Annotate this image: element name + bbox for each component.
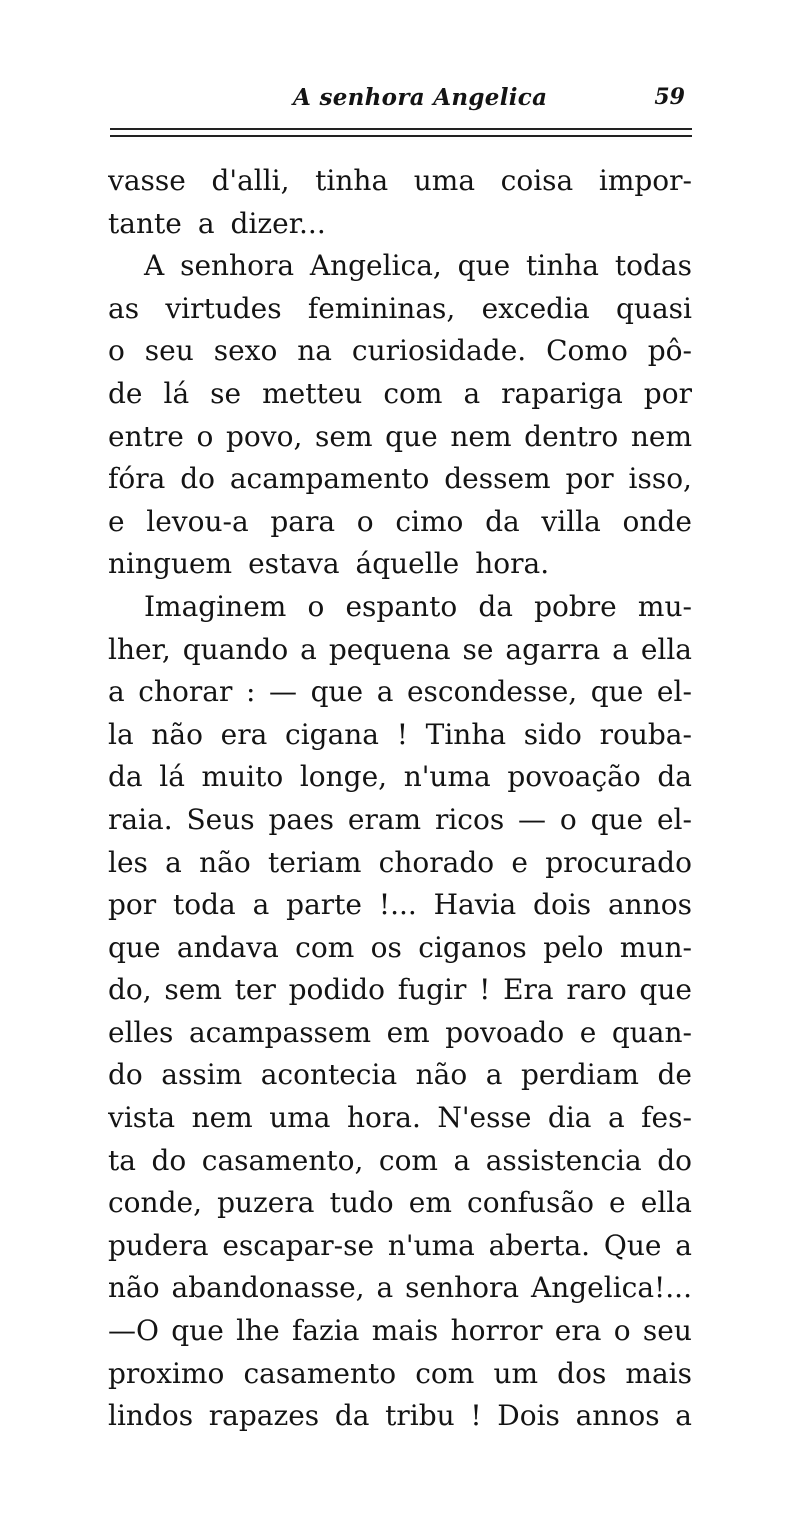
text-line: entre o povo, sem que nem dentro nem bbox=[108, 419, 692, 453]
text-line: ta do casamento, com a assistencia do bbox=[108, 1143, 692, 1177]
text-line: elles acampassem em povoado e quan- bbox=[108, 1015, 692, 1049]
text-line: da lá muito longe, n'uma povoação da bbox=[108, 760, 692, 794]
text-line: a chorar : — que a escondesse, que el- bbox=[108, 675, 692, 709]
page-header bbox=[108, 78, 693, 118]
text-line: lher, quando a pequena se agarra a ella bbox=[108, 632, 692, 666]
text-line: do assim acontecia não a perdiam de bbox=[108, 1058, 692, 1092]
text-line: A senhora Angelica, que tinha todas bbox=[144, 249, 692, 283]
text-line: conde, puzera tudo em confusão e ella bbox=[108, 1186, 692, 1220]
text-line: o seu sexo na curiosidade. Como pô- bbox=[108, 334, 692, 368]
body-text bbox=[108, 164, 692, 1442]
text-line: lindos rapazes da tribu ! Dois annos a bbox=[108, 1399, 692, 1433]
text-line: por toda a parte !... Havia dois annos bbox=[108, 888, 692, 922]
text-line: não abandonasse, a senhora Angelica!... bbox=[108, 1271, 692, 1305]
text-line: vista nem uma hora. N'esse dia a fes- bbox=[108, 1101, 692, 1135]
header-rule-bottom bbox=[110, 135, 692, 137]
text-line: les a não teriam chorado e procurado bbox=[108, 845, 692, 879]
text-line: Imaginem o espanto da pobre mu- bbox=[144, 589, 692, 623]
text-line: vasse d'alli, tinha uma coisa impor- bbox=[108, 164, 692, 197]
text-line: do, sem ter podido fugir ! Era raro que bbox=[108, 973, 692, 1007]
text-line: fóra do acampamento dessem por isso, bbox=[108, 462, 692, 496]
text-line: que andava com os ciganos pelo mun- bbox=[108, 930, 692, 964]
text-line: tante a dizer... bbox=[108, 206, 326, 240]
page-number: 59 bbox=[654, 84, 685, 110]
running-title: A senhora Angelica bbox=[293, 84, 548, 111]
text-line: de lá se metteu com a rapariga por bbox=[108, 376, 692, 410]
text-line: —O que lhe fazia mais horror era o seu bbox=[108, 1314, 692, 1348]
text-line: pudera escapar-se n'uma aberta. Que a bbox=[108, 1228, 692, 1262]
header-rule-top bbox=[110, 128, 692, 130]
text-line: e levou-a para o cimo da villa onde bbox=[108, 504, 692, 538]
text-line: proximo casamento com um dos mais bbox=[108, 1356, 692, 1390]
text-line: raia. Seus paes eram ricos — o que el- bbox=[108, 802, 692, 836]
text-line: la não era cigana ! Tinha sido rouba- bbox=[108, 717, 692, 751]
text-line: as virtudes femininas, excedia quasi bbox=[108, 291, 692, 325]
text-line: ninguem estava áquelle hora. bbox=[108, 547, 550, 581]
